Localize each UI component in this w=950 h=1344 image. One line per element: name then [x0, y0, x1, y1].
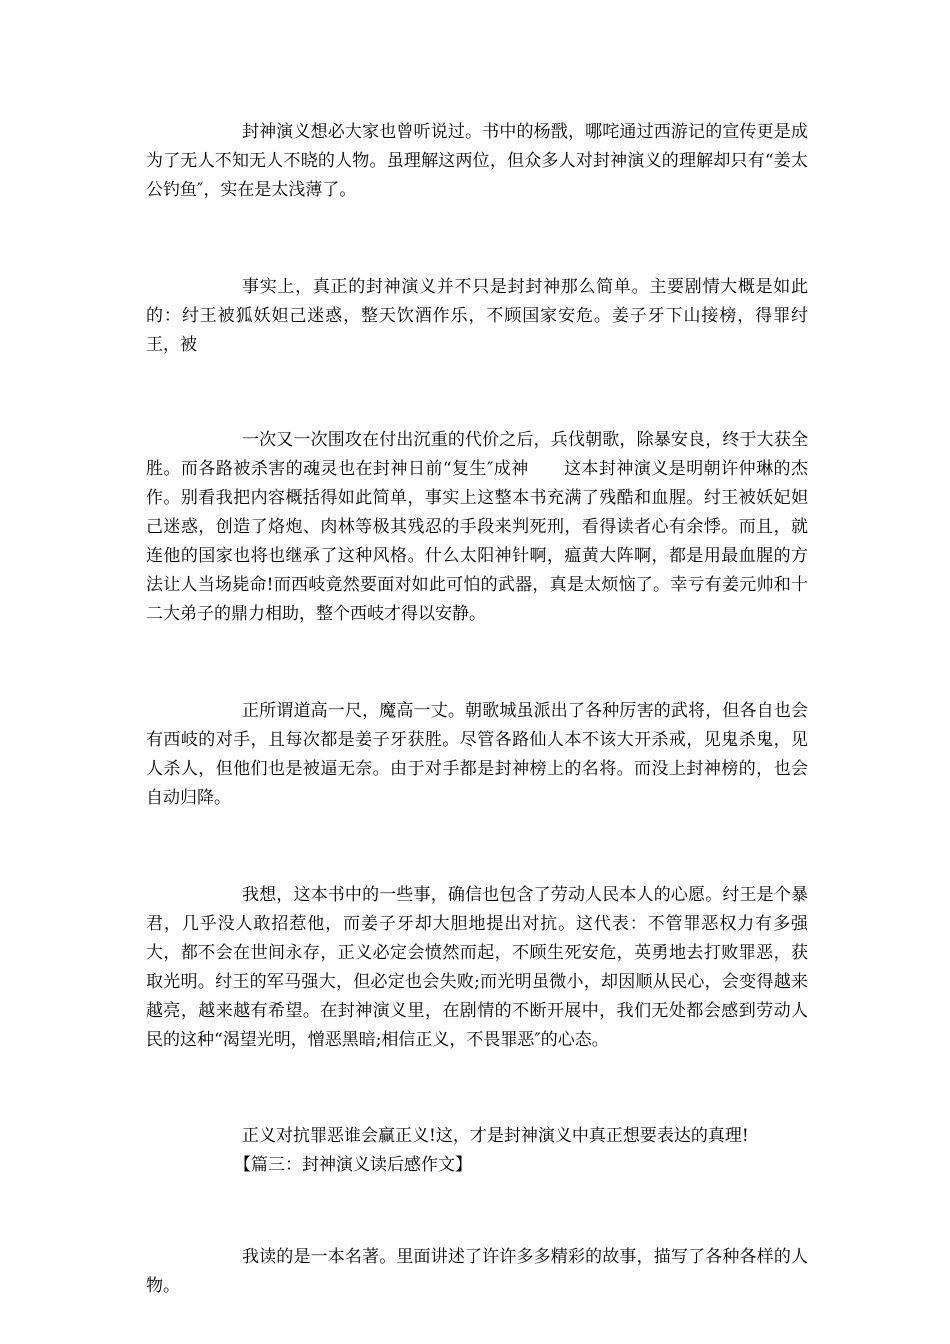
paragraph-1: 封神演义想必大家也曾听说过。书中的杨戬，哪咤通过西游记的宣传更是成为了无人不知无人不晓的人物。虽理解这两位，但众多人对封神演义的理解却只有“姜太公钓鱼″，实在是太浅薄了。 [146, 122, 808, 200]
section-heading: 【篇三：封神演义读后感作文】 [234, 1155, 472, 1175]
paragraph-4: 正所谓道高一尺，魔高一丈。朝歌城虽派出了各种厉害的武将，但各自也会有西岐的对手，且每次都是姜子牙获胜。尽管各路仙人本不该大开杀戒，见鬼杀鬼，见人杀人，但他们也是被逼无奈。由于对手都是封神榜上的名将。而没上封神榜的，也会自动归降。 [146, 701, 808, 808]
paragraph-2: 事实上，真正的封神演义并不只是封封神那么简单。主要剧情大概是如此的：纣王被狐妖妲己迷惑，整天饮酒作乐，不顾国家安危。姜子牙下山接榜，得罪纣王，被 [146, 277, 808, 355]
closing-paragraph: 我读的是一本名著。里面讲述了许许多多精彩的故事，描写了各种各样的人物。 [146, 1247, 808, 1296]
document-body [146, 118, 808, 1301]
paragraph-3: 一次又一次围攻在付出沉重的代价之后，兵伐朝歌，除暴安良，终于大获全胜。而各路被杀害的魂灵也在封神日前“复生″成神 这本封神演义是明朝许仲琳的杰作。别看我把内容概括得如此简单，事实上这整本书充满了残酷和血腥。纣王被妖妃妲己迷惑，创造了烙炮、肉林等极其残忍的手段来判死刑，看得读者心有余悸。而且，就连他的国家也将也继承了这种风格。什么太阳神针啊，瘟黄大阵啊，都是用最血腥的方法让人当场毙命!而西岐竟然要面对如此可怕的武器，真是太烦恼了。幸亏有姜元帅和十二大弟子的鼎力相助，整个西岐才得以安静。 [146, 430, 808, 624]
paragraph-5: 我想，这本书中的一些事，确信也包含了劳动人民本人的心愿。纣王是个暴君，几乎没人敢招惹他，而姜子牙却大胆地提出对抗。这代表：不管罪恶权力有多强大，都不会在世间永存，正义必定会愤然而起，不顾生死安危，英勇地去打败罪恶，获取光明。纣王的军马强大，但必定也会失败;而光明虽微小，却因顺从民心，会变得越来越亮，越来越有希望。在封神演义里，在剧情的不断开展中，我们无处都会感到劳动人民的这种“渴望光明，憎恶黑暗;相信正义，不畏罪恶″的心态。 [146, 885, 808, 1050]
paragraph-6: 正义对抗罪恶谁会赢正义!这，才是封神演义中真正想要表达的真理! [242, 1126, 749, 1146]
